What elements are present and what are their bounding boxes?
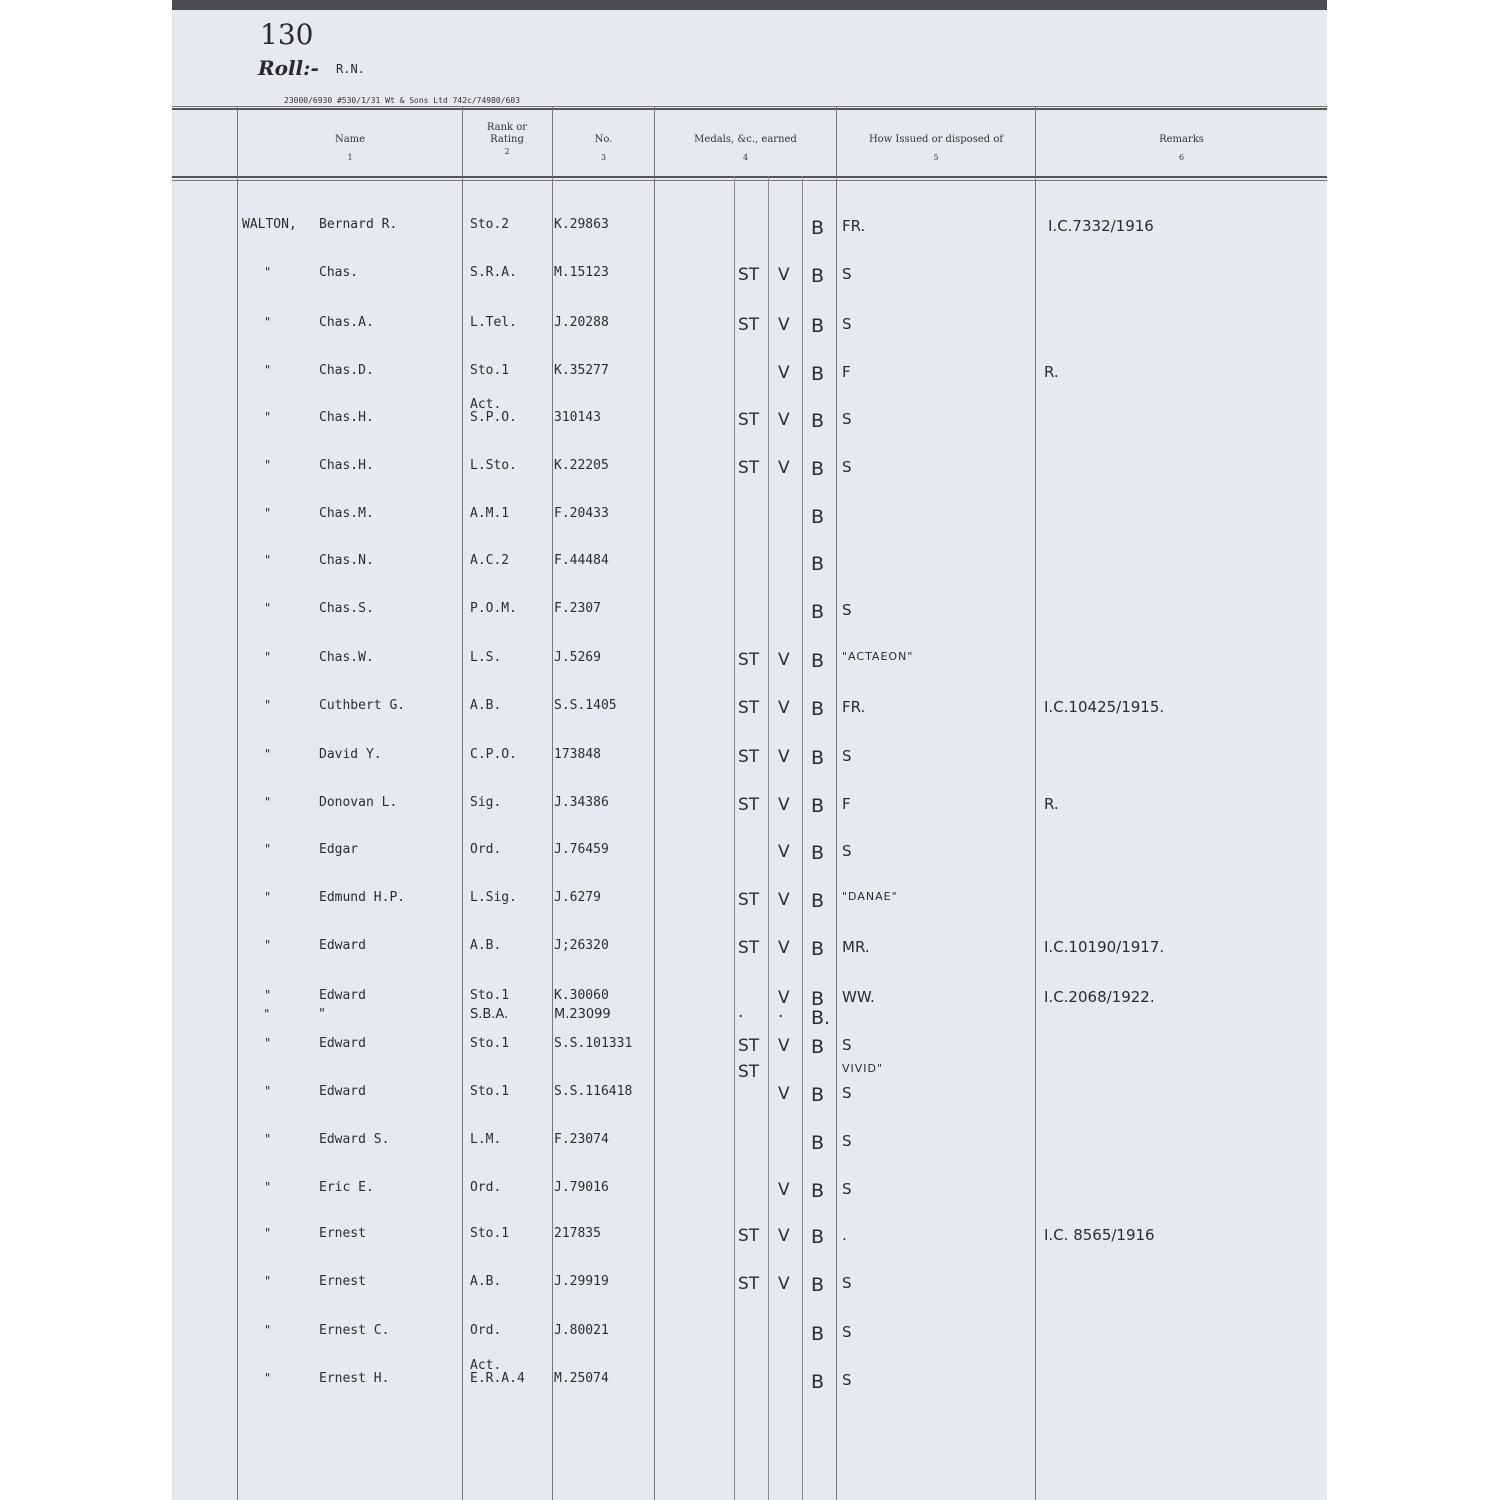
entry-rank: L.Sig. [470, 890, 517, 905]
medal-victory-mark: V [778, 265, 790, 285]
ditto-mark: " [264, 506, 272, 520]
medal-victory-mark: V [778, 698, 790, 718]
ditto-mark: " [264, 315, 272, 329]
roll-entry-row [172, 553, 1327, 573]
medal-british-war-mark: B [811, 458, 825, 480]
entry-service-number: S.S.116418 [554, 1084, 633, 1099]
issue-method: FR. [842, 698, 866, 716]
medal-victory-mark: V [778, 1036, 790, 1056]
entry-service-number: J.29919 [554, 1274, 609, 1289]
entry-given-name: Chas.M. [319, 506, 374, 521]
medal-victory-mark: V [778, 363, 790, 383]
medal-star-mark: ST [738, 1062, 760, 1082]
medal-british-war-mark: B [811, 1323, 825, 1345]
header-issued [837, 134, 1035, 164]
header-bottom-rule [172, 176, 1327, 178]
entry-rank: A.C.2 [470, 553, 510, 568]
medal-british-war-mark: B [811, 890, 825, 912]
entry-given-name: Edmund H.P. [319, 890, 406, 905]
entry-given-name: Chas.A. [319, 315, 374, 330]
ditto-mark: " [264, 553, 272, 567]
entry-service-number: J.76459 [554, 842, 609, 857]
roll-entry-row [172, 1323, 1327, 1343]
roll-entry-row [172, 1226, 1327, 1246]
medal-british-war-mark: B [811, 265, 825, 287]
medal-star-mark: ST [738, 747, 760, 767]
entry-service-number: M.25074 [554, 1371, 609, 1386]
entry-service-number: 217835 [554, 1226, 601, 1241]
header-issued-num: 5 [933, 153, 939, 162]
medal-british-war-mark: B [811, 698, 825, 720]
medal-british-war-mark: B [811, 601, 825, 623]
issue-method: FR. [842, 217, 866, 235]
roll-entry-row [172, 1007, 1327, 1027]
roll-entry-row [172, 890, 1327, 910]
medal-british-war-mark: B [811, 1180, 825, 1202]
entry-rank: E.R.A.4 [470, 1371, 525, 1386]
issue-method: S [842, 1132, 852, 1150]
entry-remarks: I.C. 8565/1916 [1044, 1226, 1155, 1244]
entry-given-name: Chas.H. [319, 458, 374, 473]
issue-method: WW. [842, 988, 875, 1006]
entry-remarks: I.C.7332/1916 [1048, 217, 1154, 235]
roll-entry-row [172, 506, 1327, 526]
scan-top-border [172, 0, 1327, 10]
issue-note: VIVID" [842, 1062, 884, 1075]
entry-rank: L.S. [470, 650, 502, 665]
entry-remarks: R. [1044, 795, 1059, 813]
entry-rank: S.R.A. [470, 265, 517, 280]
entry-given-name: " [319, 1007, 325, 1022]
medal-star-mark: ST [738, 458, 760, 478]
entry-rank: Ord. [470, 1323, 502, 1338]
header-name-label: Name [334, 134, 366, 145]
entry-given-name: Ernest C. [319, 1323, 390, 1338]
roll-entry-row [172, 601, 1327, 621]
medal-victory-mark: V [778, 988, 790, 1008]
medal-victory-mark: V [778, 842, 790, 862]
medal-roll-sheet [172, 10, 1327, 1500]
medal-british-war-mark: B [811, 217, 825, 239]
entry-service-number: K.35277 [554, 363, 609, 378]
ditto-mark: " [264, 1226, 272, 1240]
header-rank-num: 2 [504, 147, 510, 156]
medal-british-war-mark: B [811, 1274, 825, 1296]
entry-service-number: J.79016 [554, 1180, 609, 1195]
medal-british-war-mark: B [811, 747, 825, 769]
issue-method: S [842, 458, 852, 476]
entry-service-number: J.5269 [554, 650, 601, 665]
entry-given-name: Edgar [319, 842, 359, 857]
roll-entry-row [172, 458, 1327, 478]
entry-rank-prefix: Act. [470, 1358, 502, 1373]
entry-rank: Sto.1 [470, 1036, 510, 1051]
entry-given-name: Chas.D. [319, 363, 374, 378]
header-number-label: No. [594, 134, 613, 145]
entry-given-name: Chas.W. [319, 650, 374, 665]
medal-british-war-mark: B [811, 650, 825, 672]
ditto-mark: " [264, 410, 272, 424]
printer-imprint: 23000/6930 #530/1/31 Wt & Sons Ltd 742c/74980/603 [284, 96, 521, 105]
medal-british-war-mark: B [811, 988, 825, 1010]
issue-method: MR. [842, 938, 870, 956]
issue-method: S [842, 315, 852, 333]
roll-entry-row [172, 265, 1327, 285]
medal-star-mark: ST [738, 1226, 760, 1246]
entry-given-name: Chas. [319, 265, 359, 280]
roll-entry-row [172, 363, 1327, 383]
entry-given-name: Edward [319, 988, 366, 1003]
medal-british-war-mark: B [811, 1226, 825, 1248]
medal-victory-mark: V [778, 315, 790, 335]
ditto-mark: " [264, 1084, 272, 1098]
issue-method: S [842, 265, 852, 283]
entry-rank: L.M. [470, 1132, 502, 1147]
entry-service-number: J.34386 [554, 795, 609, 810]
medal-british-war-mark: B [811, 795, 825, 817]
entry-given-name: Chas.S. [319, 601, 374, 616]
issue-method: S [842, 410, 852, 428]
entry-rank-prefix: Act. [470, 397, 502, 412]
roll-value: R.N. [336, 62, 365, 76]
entry-service-number: K.29863 [554, 217, 609, 232]
folio-number: 130 [260, 18, 314, 51]
header-name-num: 1 [347, 153, 353, 162]
medal-star-mark: ST [738, 938, 760, 958]
medal-victory-mark: V [778, 1180, 790, 1200]
entry-rank: A.B. [470, 938, 502, 953]
issue-method: S [842, 1274, 852, 1292]
medal-victory-mark: V [778, 1084, 790, 1104]
entry-rank: A.M.1 [470, 506, 510, 521]
header-number [553, 134, 654, 164]
issue-method: S [842, 747, 852, 765]
medal-star-mark: ST [738, 795, 760, 815]
entry-given-name: Edward [319, 938, 366, 953]
header-issued-label: How Issued or disposed of [868, 134, 1004, 145]
issue-method: F [842, 795, 851, 813]
entry-service-number: M.15123 [554, 265, 609, 280]
medal-star-mark: ST [738, 890, 760, 910]
entry-given-name: Bernard R. [319, 217, 398, 232]
roll-entry-row [172, 795, 1327, 815]
entry-service-number: J.80021 [554, 1323, 609, 1338]
medal-star-mark: ST [738, 265, 760, 285]
ditto-mark: " [264, 1274, 272, 1288]
entry-service-number: K.22205 [554, 458, 609, 473]
entry-given-name: Chas.H. [319, 410, 374, 425]
ditto-mark: " [264, 265, 272, 279]
medal-victory-mark: V [778, 747, 790, 767]
entry-rank: Ord. [470, 1180, 502, 1195]
roll-entry-row [172, 650, 1327, 670]
roll-entry-row [172, 1274, 1327, 1294]
ditto-mark: " [264, 747, 272, 761]
entry-service-number: F.44484 [554, 553, 609, 568]
roll-entry-row [172, 1062, 1327, 1106]
header-medals-num: 4 [742, 153, 749, 162]
entry-rank: P.O.M. [470, 601, 517, 616]
ditto-mark: " [264, 363, 272, 377]
medal-british-war-mark: B [811, 1036, 825, 1058]
roll-entry-row [172, 1358, 1327, 1393]
ditto-mark: " [264, 1132, 272, 1146]
entry-given-name: Eric E. [319, 1180, 374, 1195]
ditto-mark: " [264, 938, 272, 952]
entry-rank: Sto.1 [470, 1226, 510, 1241]
entry-given-name: Chas.N. [319, 553, 374, 568]
entry-rank: C.P.O. [470, 747, 517, 762]
medal-british-war-mark: B. [811, 1007, 831, 1029]
issue-method: S [842, 601, 852, 619]
issue-method: S [842, 1323, 852, 1341]
medal-british-war-mark: B [811, 842, 825, 864]
ditto-mark: " [264, 1180, 272, 1194]
medal-british-war-mark: B [811, 315, 825, 337]
medal-victory-mark: V [778, 410, 790, 430]
issue-method: "DANAE" [842, 890, 898, 903]
issue-method: S [842, 1036, 852, 1054]
medal-british-war-mark: B [811, 363, 825, 385]
issue-method: S [842, 1371, 852, 1389]
header-bottom-rule-2 [172, 180, 1327, 181]
ditto-mark: " [264, 1036, 272, 1050]
medal-victory-mark: V [778, 938, 790, 958]
entry-rank: Sig. [470, 795, 502, 810]
ditto-mark: " [264, 650, 272, 664]
ditto-mark: " [264, 890, 272, 904]
ditto-mark: " [264, 1007, 270, 1021]
header-remarks [1036, 134, 1327, 164]
medal-british-war-mark: B [811, 553, 825, 575]
issue-method: S [842, 1180, 852, 1198]
medal-star-mark: ST [738, 650, 760, 670]
ditto-mark: " [264, 842, 272, 856]
medal-british-war-mark: B [811, 938, 825, 960]
issue-method: "ACTAEON" [842, 650, 914, 663]
entry-given-name: Donovan L. [319, 795, 398, 810]
header-medals [655, 134, 836, 164]
entry-rank: A.B. [470, 698, 502, 713]
roll-entry-row [172, 217, 1327, 237]
header-remarks-num: 6 [1178, 153, 1185, 162]
medal-british-war-mark: B [811, 1132, 825, 1154]
entry-given-name: Ernest [319, 1226, 366, 1241]
roll-entry-row [172, 397, 1327, 432]
medal-british-war-mark: B [811, 410, 825, 432]
medal-victory-mark: · [778, 1007, 784, 1027]
entry-given-name: Ernest [319, 1274, 366, 1289]
medal-star-mark: ST [738, 315, 760, 335]
medal-star-mark: ST [738, 698, 760, 718]
medal-star-mark: ST [738, 1274, 760, 1294]
entry-remarks: I.C.10425/1915. [1044, 698, 1165, 716]
entry-service-number: F.23074 [554, 1132, 609, 1147]
entry-given-name: Edward [319, 1036, 366, 1051]
entry-service-number: 310143 [554, 410, 601, 425]
entry-remarks: I.C.2068/1922. [1044, 988, 1155, 1006]
header-top-rule-2 [172, 108, 1327, 110]
medal-british-war-mark: B [811, 1084, 825, 1106]
ditto-mark: " [264, 795, 272, 809]
medal-victory-mark: V [778, 1226, 790, 1246]
entry-service-number: S.S.101331 [554, 1036, 633, 1051]
entry-surname: WALTON, [242, 217, 297, 232]
header-name [238, 134, 462, 164]
header-top-rule [172, 106, 1327, 107]
header-rank-label: Rank or Rating [486, 122, 528, 145]
entry-remarks: I.C.10190/1917. [1044, 938, 1165, 956]
medal-star-mark: ST [738, 410, 760, 430]
roll-entry-row [172, 747, 1327, 767]
header-rank [467, 122, 547, 158]
roll-entry-row [172, 1180, 1327, 1200]
entry-rank: A.B. [470, 1274, 502, 1289]
header-remarks-label: Remarks [1159, 134, 1204, 145]
medal-victory-mark: V [778, 650, 790, 670]
roll-entry-row [172, 842, 1327, 862]
roll-entry-row [172, 1132, 1327, 1152]
entry-rank: L.Sto. [470, 458, 517, 473]
medal-victory-mark: V [778, 1274, 790, 1294]
ditto-mark: " [264, 601, 272, 615]
ditto-mark: " [264, 988, 272, 1002]
entry-given-name: Edward S. [319, 1132, 390, 1147]
entry-service-number: K.30060 [554, 988, 609, 1003]
entry-rank: L.Tel. [470, 315, 517, 330]
medal-star-mark: ST [738, 1036, 760, 1056]
entry-rank: S.P.O. [470, 410, 517, 425]
ditto-mark: " [264, 458, 272, 472]
entry-rank: Ord. [470, 842, 502, 857]
issue-method: S [842, 842, 852, 860]
issue-method: F [842, 363, 851, 381]
medal-victory-mark: V [778, 458, 790, 478]
entry-given-name: David Y. [319, 747, 382, 762]
medal-star-mark: · [738, 1007, 744, 1027]
entry-rank: Sto.1 [470, 988, 510, 1003]
entry-given-name: Edward [319, 1084, 366, 1099]
entry-given-name: Cuthbert G. [319, 698, 406, 713]
ditto-mark: " [264, 698, 272, 712]
entry-service-number: S.S.1405 [554, 698, 617, 713]
ditto-mark: " [264, 1371, 272, 1385]
roll-entry-row [172, 315, 1327, 335]
issue-method: S [842, 1084, 852, 1102]
entry-service-number: F.2307 [554, 601, 601, 616]
entry-rank: S.B.A. [470, 1007, 509, 1022]
entry-service-number: M.23099 [554, 1007, 611, 1022]
entry-rank: Sto.2 [470, 217, 510, 232]
entry-service-number: J;26320 [554, 938, 609, 953]
roll-label: Roll:- [258, 56, 319, 80]
entry-service-number: 173848 [554, 747, 601, 762]
roll-entry-row [172, 698, 1327, 718]
medal-victory-mark: V [778, 890, 790, 910]
entry-rank: Sto.1 [470, 363, 510, 378]
roll-entry-row [172, 988, 1327, 1008]
roll-entry-row [172, 1036, 1327, 1056]
issue-method: . [842, 1226, 847, 1244]
medal-victory-mark: V [778, 795, 790, 815]
entry-remarks: R. [1044, 363, 1059, 381]
entry-given-name: Ernest H. [319, 1371, 390, 1386]
entry-service-number: J.20288 [554, 315, 609, 330]
medal-british-war-mark: B [811, 506, 825, 528]
entry-service-number: J.6279 [554, 890, 601, 905]
entry-service-number: F.20433 [554, 506, 609, 521]
entry-rank: Sto.1 [470, 1084, 510, 1099]
roll-entry-row [172, 938, 1327, 958]
medal-british-war-mark: B [811, 1371, 825, 1393]
ditto-mark: " [264, 1323, 272, 1337]
header-medals-label: Medals, &c., earned [694, 134, 797, 145]
header-number-num: 3 [600, 153, 607, 162]
